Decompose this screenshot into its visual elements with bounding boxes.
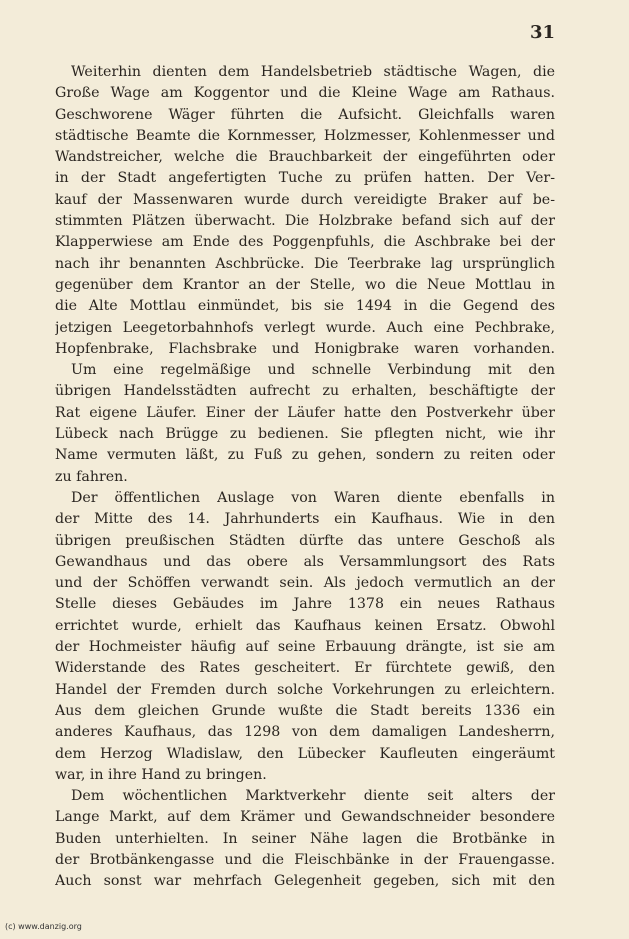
body-text xyxy=(55,62,555,893)
text-line: Stelle dieses Gebäudes im Jahre 1378 ein neues Rathaus xyxy=(55,596,555,613)
text-line: dem Herzog Wladislaw, den Lübecker Kaufleuten eingeräumt xyxy=(55,745,555,762)
text-line: Weiterhin dienten dem Handelsbetrieb städtische Wagen, die xyxy=(71,64,555,80)
text-line: Klapperwiese am Ende des Poggenpfuhls, die Aschbrake bei der xyxy=(55,234,555,251)
paragraph xyxy=(55,360,555,488)
paragraph xyxy=(55,488,555,786)
text-line: war, in ihre Hand zu bringen. xyxy=(55,766,267,783)
text-line: Geschworene Wäger führten die Aufsicht. Gleichfalls waren xyxy=(55,106,555,123)
text-line: Wandstreicher, welche die Brauchbarkeit der eingeführten oder xyxy=(55,149,555,166)
text-line: Name vermuten läßt, zu Fuß zu gehen, sondern zu reiten oder xyxy=(55,447,555,464)
text-line: Buden unterhielten. In seiner Nähe lagen die Brotbänke in xyxy=(55,830,555,847)
text-line: Lange Markt, auf dem Krämer und Gewandschneider besondere xyxy=(55,809,555,826)
text-line: Aus dem gleichen Grunde wußte die Stadt bereits 1336 ein xyxy=(55,702,555,719)
paragraph xyxy=(55,786,555,892)
text-line: Handel der Fremden durch solche Vorkehrungen zu erleichtern. xyxy=(55,681,555,698)
text-line: die Alte Mottlau einmündet, bis sie 1494 in die Gegend des xyxy=(55,298,555,315)
text-line: übrigen Handelsstädten aufrecht zu erhalten, beschäftigte der xyxy=(55,383,555,400)
text-line: kauf der Massenwaren wurde durch vereidigte Braker auf be- xyxy=(55,191,555,208)
text-line: übrigen preußischen Städten dürfte das untere Geschoß als xyxy=(55,532,555,549)
text-line: Um eine regelmäßige und schnelle Verbindung mit den xyxy=(71,362,555,379)
page-number: 31 xyxy=(529,22,555,43)
text-line: der Brotbänkengasse und die Fleischbänke in der Frauengasse. xyxy=(55,851,555,868)
text-line: der Mitte des 14. Jahrhunderts ein Kaufhaus. Wie in den xyxy=(55,511,555,528)
text-line: zu fahren. xyxy=(55,468,128,485)
text-line: nach ihr benannten Aschbrücke. Die Teerbrake lag ursprünglich xyxy=(55,255,555,272)
text-line: und der Schöffen verwandt sein. Als jedoch vermutlich an der xyxy=(55,575,555,592)
text-line: Auch sonst war mehrfach Gelegenheit gegeben, sich mit den xyxy=(55,873,555,890)
text-line: in der Stadt angefertigten Tuche zu prüfen hatten. Der Ver- xyxy=(55,170,555,187)
text-line: gegenüber dem Krantor an der Stelle, wo die Neue Mottlau in xyxy=(55,276,555,293)
text-line: Widerstande des Rates gescheitert. Er fürchtete gewiß, den xyxy=(55,660,555,677)
text-line: städtische Beamte die Kornmesser, Holzmesser, Kohlenmesser und xyxy=(55,127,555,144)
text-line: anderes Kaufhaus, das 1298 von dem damaligen Landesherrn, xyxy=(55,724,555,741)
watermark: (c) www.danzig.org xyxy=(5,922,82,931)
text-line: jetzigen Leegetorbahnhofs verlegt wurde. Auch eine Pechbrake, xyxy=(55,319,555,336)
text-line: errichtet wurde, erhielt das Kaufhaus keinen Ersatz. Obwohl xyxy=(55,617,555,634)
paragraph xyxy=(55,62,555,360)
text-line: Dem wöchentlichen Marktverkehr diente seit alters der xyxy=(71,788,555,805)
text-line: Gewandhaus und das obere als Versammlungsort des Rats xyxy=(55,553,555,570)
text-line: Der öffentlichen Auslage von Waren diente ebenfalls in xyxy=(71,489,555,506)
text-line: stimmten Plätzen überwacht. Die Holzbrake befand sich auf der xyxy=(55,213,555,230)
text-line: der Hochmeister häufig auf seine Erbauung drängte, ist sie am xyxy=(55,639,555,656)
text-line: Lübeck nach Brügge zu bedienen. Sie pflegten nicht, wie ihr xyxy=(55,426,555,443)
text-line: Rat eigene Läufer. Einer der Läufer hatte den Postverkehr über xyxy=(55,404,555,421)
text-line: Große Wage am Koggentor und die Kleine Wage am Rathaus. xyxy=(55,85,555,102)
text-line: Hopfenbrake, Flachsbrake und Honigbrake waren vorhanden. xyxy=(55,340,555,357)
